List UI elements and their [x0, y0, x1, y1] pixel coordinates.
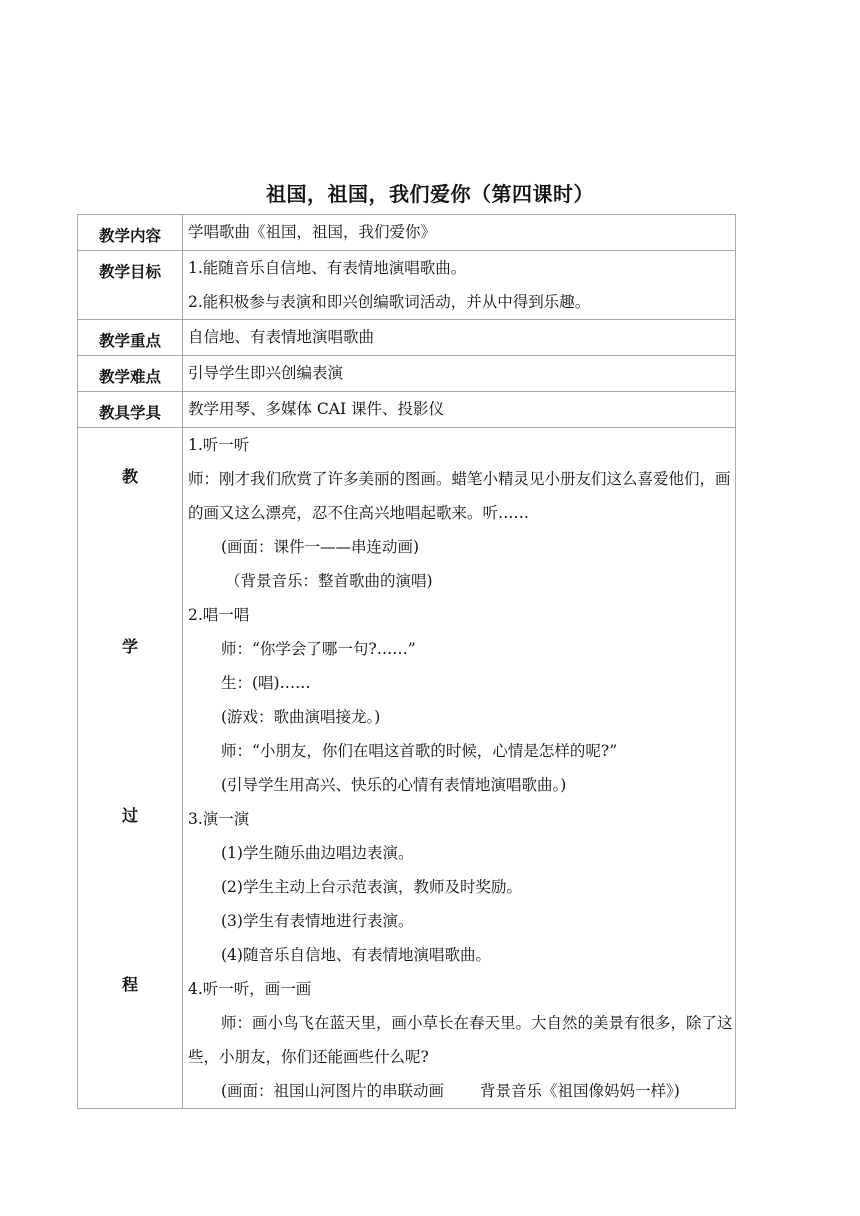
process-line: 师：画小鸟飞在蓝天里，画小草长在春天里。大自然的美景有很多，除了这些，小朋友，你们还能画些什么呢?: [188, 1014, 733, 1066]
process-line: (3)学生有表情地进行表演。: [221, 912, 414, 930]
value-teaching-goals: [183, 251, 736, 320]
value-teaching-focus: [183, 320, 736, 356]
process-line: 3.演一演: [188, 810, 250, 828]
row-teaching-content: [78, 215, 736, 251]
teaching-focus-text: 自信地、有表情地演唱歌曲: [188, 328, 375, 346]
process-line: 1.听一听: [188, 436, 250, 454]
value-teaching-content: [183, 215, 736, 251]
process-label-char: 学: [121, 637, 138, 656]
process-line: (4)随音乐自信地、有表情地演唱歌曲。: [221, 946, 491, 964]
process-line: 师：“你学会了哪一句?……”: [221, 640, 416, 658]
process-line: (游戏：歌曲演唱接龙。): [221, 708, 381, 726]
process-line: 生：(唱)……: [221, 674, 311, 692]
document-title: 祖国，祖国，我们爱你（第四课时）: [266, 182, 594, 206]
label-teaching-goals: 教学目标: [78, 251, 183, 320]
process-line: (画面：课件一——串连动画): [221, 538, 420, 556]
label-teaching-tools: 教具学具: [78, 392, 183, 428]
label-teaching-content: 教学内容: [78, 215, 183, 251]
row-teaching-difficulty: [78, 356, 736, 392]
process-line: (1)学生随乐曲边唱边表演。: [221, 844, 414, 862]
row-teaching-process: [78, 428, 736, 1109]
value-teaching-tools: [183, 392, 736, 428]
row-teaching-tools: [78, 392, 736, 428]
teaching-difficulty-text: 引导学生即兴创编表演: [188, 364, 344, 382]
process-label-char: 过: [121, 806, 138, 825]
value-teaching-process: [183, 428, 736, 1109]
process-line: (2)学生主动上台示范表演，教师及时奖励。: [221, 878, 522, 896]
process-line: (引导学生用高兴、快乐的心情有表情地演唱歌曲。): [221, 776, 567, 794]
teaching-tools-text: 教学用琴、多媒体 CAI 课件、投影仪: [188, 400, 445, 418]
label-teaching-process: [78, 428, 183, 1109]
goal-line: 1.能随音乐自信地、有表情地演唱歌曲。: [188, 259, 467, 277]
row-teaching-focus: [78, 320, 736, 356]
lesson-plan-table: [77, 214, 736, 1109]
process-label-char: 教: [121, 467, 138, 486]
label-teaching-focus: 教学重点: [78, 320, 183, 356]
process-line: （背景音乐：整首歌曲的演唱): [225, 572, 433, 590]
process-line: (画面：祖国山河图片的串联动画 背景音乐《祖国像妈妈一样》): [221, 1082, 680, 1100]
process-line: 4.听一听，画一画: [188, 980, 312, 998]
process-line: 师：刚才我们欣赏了许多美丽的图画。蜡笔小精灵见小册友们这么喜爱他们，画的画又这么漂亮，忍不住高兴地唱起歌来。听……: [188, 470, 731, 522]
teaching-content-text: 学唱歌曲《祖国，祖国，我们爱你》: [188, 223, 437, 241]
process-line: 2.唱一唱: [188, 606, 250, 624]
goal-line: 2.能积极参与表演和即兴创编歌词活动，并从中得到乐趣。: [188, 293, 591, 311]
process-label-char: 程: [121, 975, 138, 994]
label-teaching-difficulty: 教学难点: [78, 356, 183, 392]
row-teaching-goals: [78, 251, 736, 320]
process-line: 师：“小朋友，你们在唱这首歌的时候，心情是怎样的呢?”: [221, 742, 618, 760]
value-teaching-difficulty: [183, 356, 736, 392]
